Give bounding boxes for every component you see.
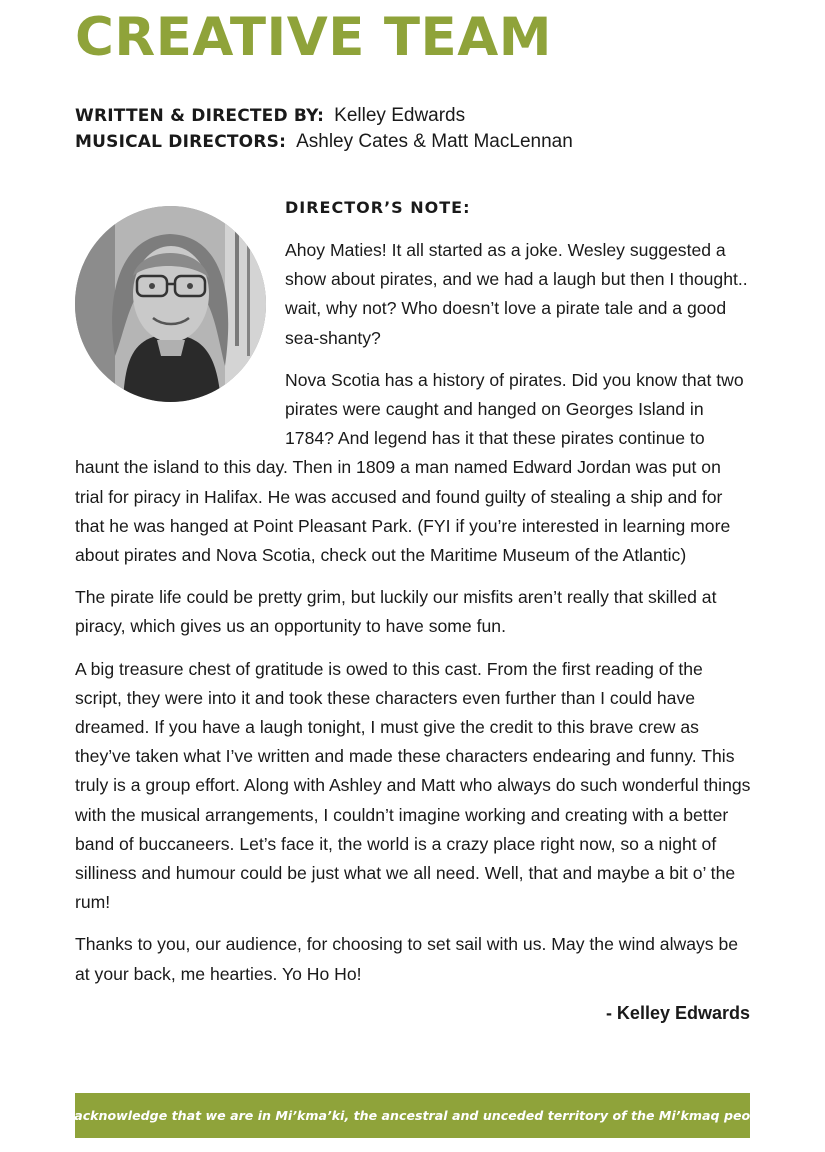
credit-role-label: MUSICAL DIRECTORS: (75, 132, 287, 152)
land-acknowledgement-banner (48, 1093, 777, 1138)
note-paragraph: Thanks to you, our audience, for choosing to set sail with us. May the wind always be at your back, me hearties. Yo Ho Ho! (75, 934, 739, 984)
land-acknowledgement-text: We acknowledge that we are in Mi’kma’ki, the ancestral and unceded territory of the Mi’kmaq people. (48, 1108, 777, 1123)
credit-musical-directors (75, 129, 573, 155)
note-paragraph: Nova Scotia has a history of pirates. Did you know that two pirates were caught and hanged on Georges Island in 1784? And legend has it that these pirates continue to haunt the island to this day. Then in 1809 a man named Edward Jordan was put on trial for piracy in Halifax. He was accused and found guilty of stealing a ship and for that he was hanged at Point Pleasant Park. (FYI if you’re interested in learning more about pirates and Nova Scotia, check out the Maritime Museum of the Atlantic) (75, 369, 744, 566)
note-signature: - Kelley Edwards (605, 1003, 750, 1023)
directors-note-body (75, 236, 751, 1002)
directors-note-heading: DIRECTOR’S NOTE: (285, 198, 471, 217)
page-title: CREATIVE TEAM (75, 7, 552, 68)
credit-person-name: Ashley Cates & Matt MacLennan (296, 131, 573, 152)
note-paragraph: The pirate life could be pretty grim, but luckily our misfits aren’t really that skilled at piracy, which gives us an opportunity to have some fun. (75, 587, 717, 637)
note-paragraph: Ahoy Maties! It all started as a joke. Wesley suggested a show about pirates, and we had a laugh but then I thought.. wait, why not? Who doesn’t love a pirate tale and a good sea-shanty? (285, 240, 748, 348)
credits-block (75, 103, 573, 155)
credit-person-name: Kelley Edwards (334, 105, 466, 126)
portrait-wrap-spacer (75, 236, 285, 432)
note-paragraph: A big treasure chest of gratitude is owed to this cast. From the first reading of the script, they were into it and took these characters even further than I could have dreamed. If you have a laugh tonight, I must give the credit to this brave crew as they’ve taken what I’ve written and made these characters endearing and funny. This truly is a group effort. Along with Ashley and Matt who always do such wonderful things with the musical arrangements, I couldn’t imagine working and creating with a better band of buccaneers. Let’s face it, the world is a crazy place right now, so a night of silliness and humour could be just what we all need. Well, that and maybe a bit o’ the rum! (75, 658, 751, 913)
credit-role-label: WRITTEN & DIRECTED BY: (75, 106, 325, 126)
credit-written-directed (75, 103, 573, 129)
